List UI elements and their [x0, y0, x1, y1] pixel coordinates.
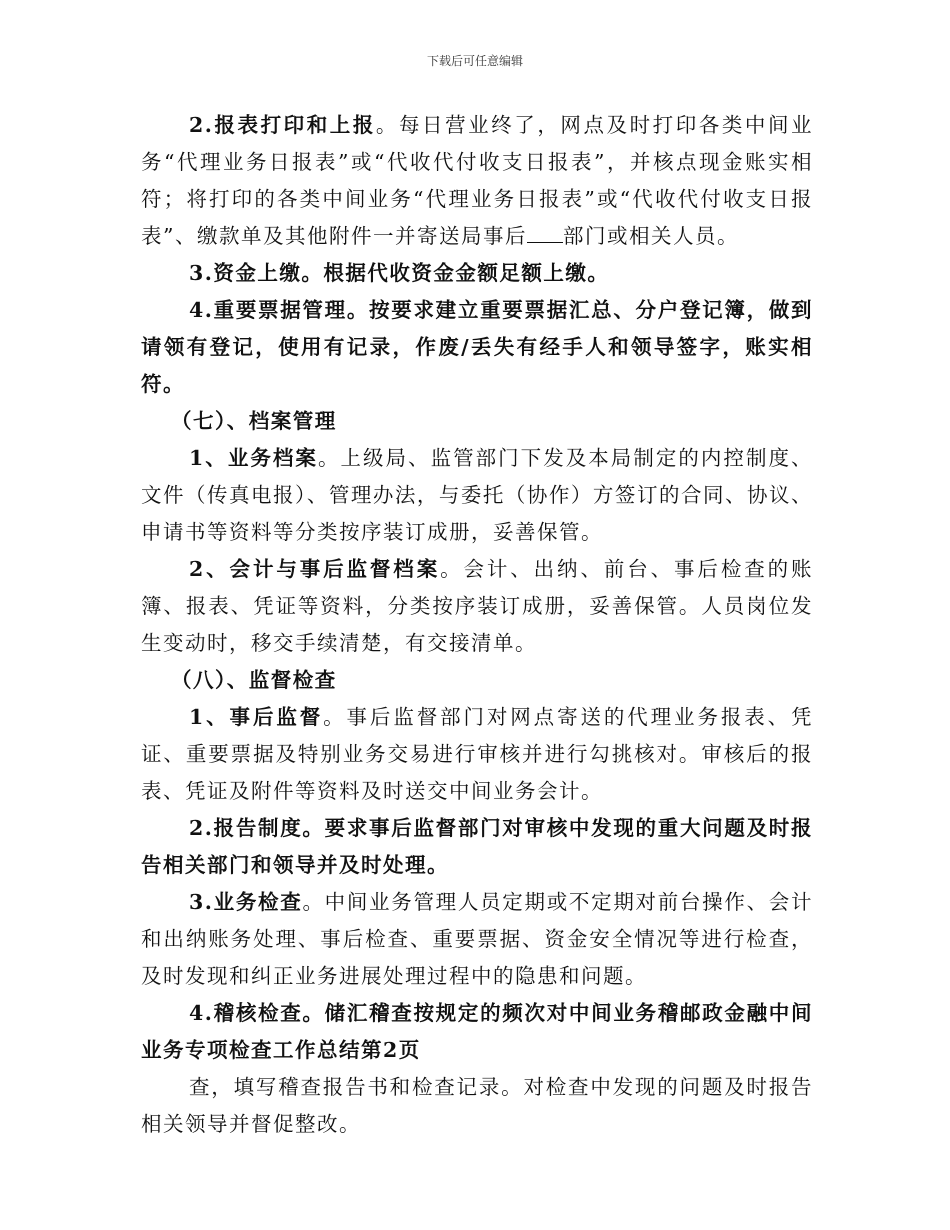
paragraph-heading: 2、会计与事后监督档案 [189, 557, 441, 581]
fill-in-blank [527, 224, 563, 243]
paragraph-post-supervision [141, 699, 813, 810]
paragraph-audit-inspection [141, 995, 813, 1069]
paragraph-fund-remittance [141, 255, 813, 292]
page-header: 下载后可任意编辑 [426, 54, 523, 68]
paragraph-business-archives [141, 440, 813, 551]
paragraph-text: 。上级局、监管部门下发及本局制定的内控制度、文件（传真电报）、管理办法，与委托（协作）方签订的合同、协议、申请书等资料等分类按序装订成册，妥善保管。 [141, 446, 814, 544]
paragraph-heading: 3.业务检查 [189, 890, 303, 914]
paragraph-text: 部门或相关人员。 [562, 224, 739, 248]
paragraph-bold-text: 4.重要票据管理。按要求建立重要票据汇总、分户登记簿，做到请领有登记，使用有记录，作废/丢失有经手人和领导签字，账实相符。 [141, 298, 813, 396]
paragraph-heading: 1、业务档案 [189, 446, 318, 470]
paragraph-text: 。每日营业终了，网点及时打印各类中间业务“代理业务日报表”或“代收代付收支日报表”，并核点现金账实相符；将打印的各类中间业务“代理业务日报表”或“代收代付收支日报表”、缴款单及其他附件一并寄送局事后 [141, 113, 814, 248]
paragraph-text: 。中间业务管理人员定期或不定期对前台操作、会计和出纳账务处理、事后检查、重要票据、资金安全情况等进行检查，及时发现和纠正业务进展处理过程中的隐患和问题。 [141, 890, 813, 988]
paragraph-text: 。事后监督部门对网点寄送的代理业务报表、凭证、重要票据及特别业务交易进行审核并进行勾挑核对。审核后的报表、凭证及附件等资料及时送交中间业务会计。 [141, 705, 814, 803]
paragraph-heading: 1、事后监督 [189, 705, 324, 729]
section-title-supervision: （八）、监督检查 [171, 668, 337, 692]
paragraph-text: 。会计、出纳、前台、事后检查的账簿、报表、凭证等资料，分类按序装订成册，妥善保管。人员岗位发生变动时，移交手续清楚，有交接清单。 [141, 557, 813, 655]
paragraph-business-inspection [141, 884, 813, 995]
paragraph-bold-text: 4.稽核检查。储汇稽查按规定的频次对中间业务稽邮政金融中间业务专项检查工作总结第2页 [141, 1001, 813, 1062]
paragraph-report-printing [141, 107, 813, 255]
section-title-archives: （七）、档案管理 [171, 409, 337, 433]
document-body [141, 107, 813, 1143]
paragraph-text: 查，填写稽查报告书和检查记录。对检查中发现的问题及时报告相关领导并督促整改。 [141, 1075, 813, 1136]
paragraph-bold-text: 3.资金上缴。根据代收资金金额足额上缴。 [189, 261, 610, 285]
paragraph-reporting-system [141, 810, 813, 884]
paragraph-audit-continuation [141, 1069, 813, 1143]
paragraph-accounting-archives [141, 551, 813, 662]
paragraph-heading: 2.报表打印和上报 [189, 113, 376, 137]
paragraph-bold-text: 2.报告制度。要求事后监督部门对审核中发现的重大问题及时报告相关部门和领导并及时处理。 [141, 816, 813, 877]
paragraph-important-bills [141, 292, 813, 403]
